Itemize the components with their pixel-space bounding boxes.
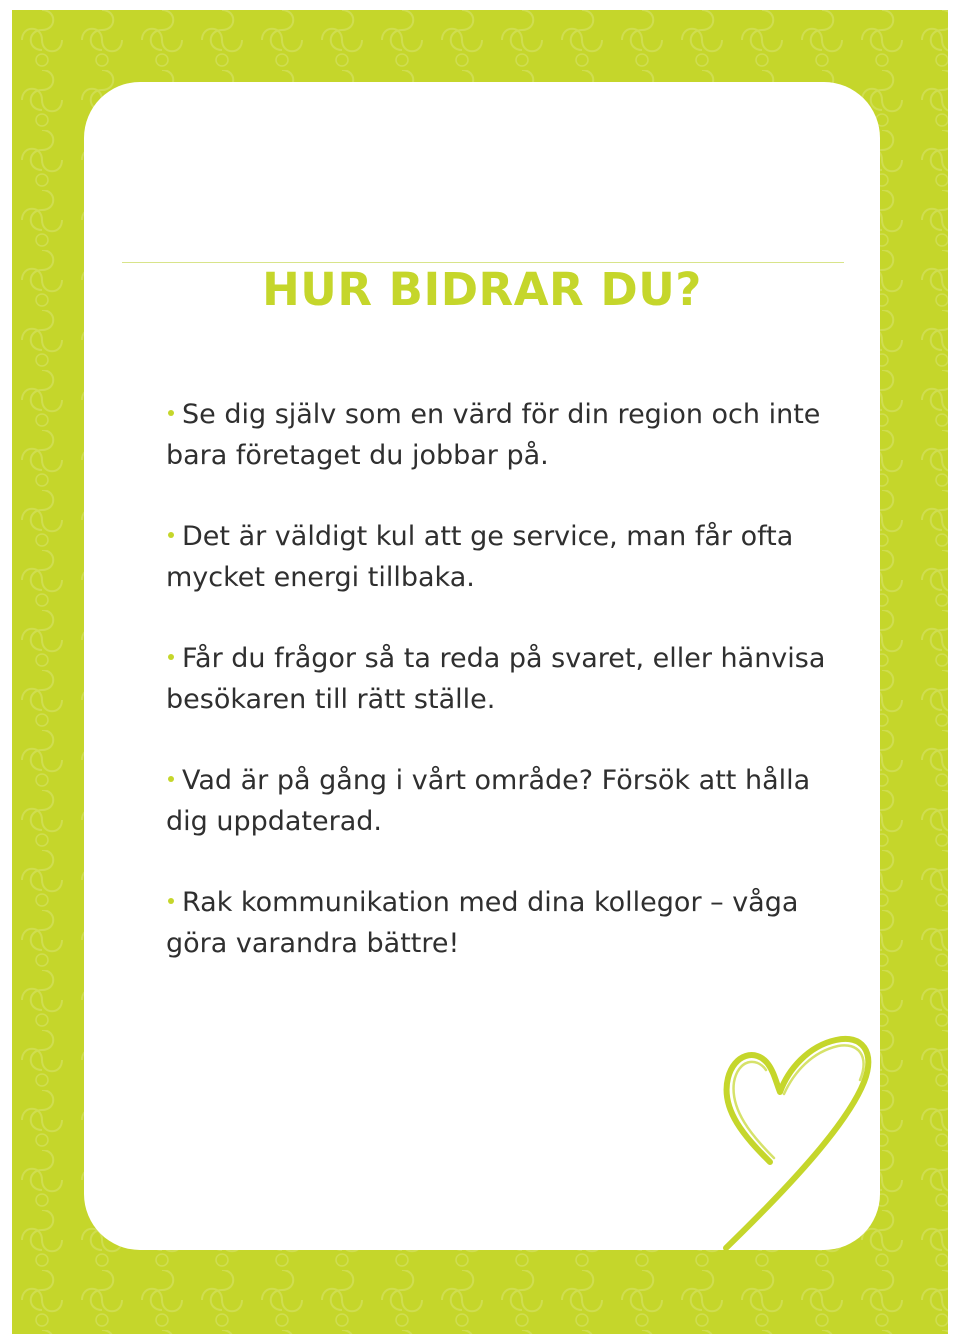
bullet-item	[166, 760, 826, 842]
title-divider	[122, 262, 844, 263]
bullet-dot-icon	[168, 532, 174, 538]
bullet-dot-icon	[168, 776, 174, 782]
bullet-text: Vad är på gång i vårt område? Försök att hålla dig uppdaterad.	[166, 765, 811, 837]
bullet-list	[166, 394, 826, 1004]
bullet-text: Se dig själv som en värd för din region och inte bara företaget du jobbar på.	[166, 399, 821, 471]
bullet-item	[166, 394, 826, 476]
bullet-text: Rak kommunikation med dina kollegor – våga göra varandra bättre!	[166, 887, 799, 959]
bullet-text: Får du frågor så ta reda på svaret, eller hänvisa besökaren till rätt ställe.	[166, 643, 826, 715]
bullet-item	[166, 638, 826, 720]
bullet-dot-icon	[168, 654, 174, 660]
bullet-dot-icon	[168, 410, 174, 416]
bullet-item	[166, 516, 826, 598]
bullet-item	[166, 882, 826, 964]
bullet-dot-icon	[168, 898, 174, 904]
heart-icon	[712, 1030, 884, 1256]
card-title: HUR BIDRAR DU?	[262, 263, 702, 316]
green-frame	[12, 10, 948, 1334]
bullet-text: Det är väldigt kul att ge service, man får ofta mycket energi tillbaka.	[166, 521, 794, 593]
